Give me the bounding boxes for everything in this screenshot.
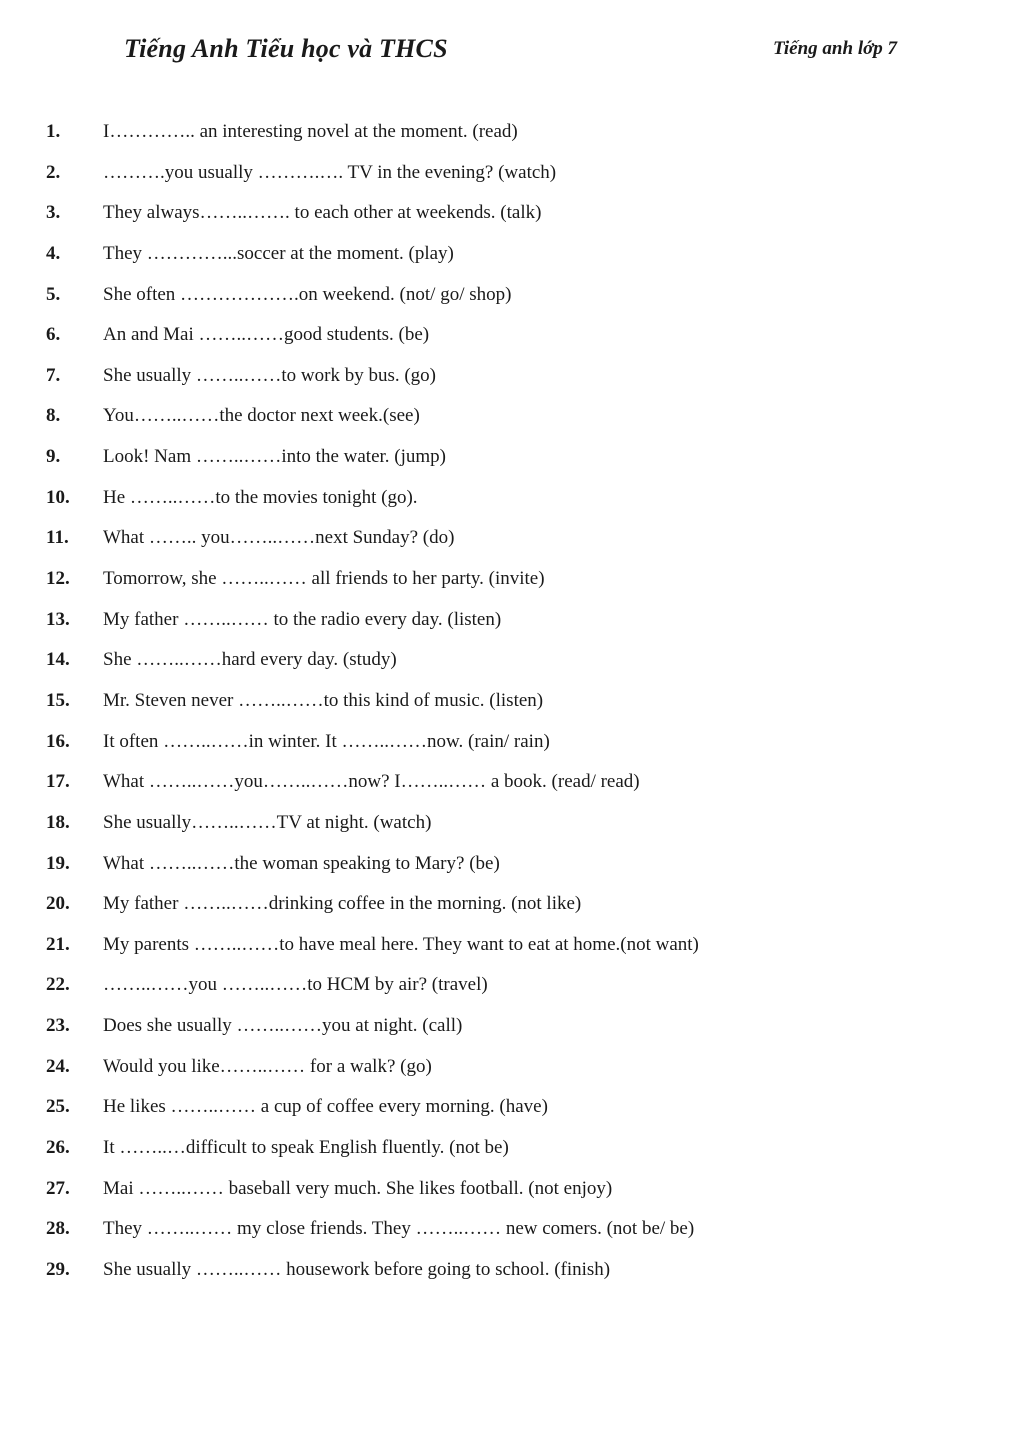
exercise-item [0, 1087, 1024, 1128]
exercise-sentence: It often ……..……in winter. It ……..……now. (rain/ rain) [103, 730, 550, 752]
exercise-sentence: Tomorrow, she ……..…… all friends to her party. (invite) [103, 568, 545, 590]
exercise-item [0, 762, 1024, 803]
exercise-item [0, 234, 1024, 275]
exercise-number: 29. [46, 1258, 70, 1280]
exercise-number: 24. [46, 1055, 70, 1077]
exercise-item [0, 1128, 1024, 1169]
exercise-number: 12. [46, 568, 70, 590]
exercise-sentence: You……..……the doctor next week.(see) [103, 405, 420, 427]
exercise-number: 28. [46, 1218, 70, 1240]
exercise-item [0, 1006, 1024, 1047]
exercise-number: 2. [46, 161, 61, 183]
exercise-number: 21. [46, 933, 70, 955]
exercise-item [0, 1250, 1024, 1291]
exercise-number: 16. [46, 730, 70, 752]
exercise-number: 5. [46, 283, 61, 305]
exercise-number: 4. [46, 242, 61, 264]
exercise-sentence: Mai ……..…… baseball very much. She likes football. (not enjoy) [103, 1177, 613, 1199]
exercise-item [0, 1209, 1024, 1250]
exercise-item [0, 153, 1024, 194]
exercise-number: 25. [46, 1096, 70, 1118]
exercise-number: 14. [46, 649, 70, 671]
exercise-item [0, 844, 1024, 885]
exercise-item [0, 356, 1024, 397]
exercise-sentence: My father ……..…… to the radio every day. (listen) [103, 608, 502, 630]
exercise-number: 9. [46, 446, 61, 468]
exercise-item [0, 518, 1024, 559]
exercise-number: 8. [46, 405, 61, 427]
exercise-number: 17. [46, 771, 70, 793]
exercise-item [0, 193, 1024, 234]
exercise-item [0, 478, 1024, 519]
exercise-number: 15. [46, 689, 70, 711]
exercise-sentence: They always……..……. to each other at weekends. (talk) [103, 202, 542, 224]
exercise-item [0, 1169, 1024, 1210]
exercise-number: 19. [46, 852, 70, 874]
exercise-sentence: An and Mai ……..……good students. (be) [103, 324, 430, 346]
exercise-item [0, 275, 1024, 316]
exercise-item [0, 600, 1024, 641]
exercise-list [0, 112, 1024, 1291]
exercise-sentence: Look! Nam ……..……into the water. (jump) [103, 446, 446, 468]
exercise-sentence: My parents ……..……to have meal here. They want to eat at home.(not want) [103, 933, 699, 955]
exercise-sentence: She usually ……..…… housework before going to school. (finish) [103, 1258, 611, 1280]
exercise-sentence: What ……..……you……..……now? I……..…… a book. (read/ read) [103, 771, 640, 793]
exercise-item [0, 640, 1024, 681]
exercise-item [0, 681, 1024, 722]
exercise-sentence: It ……..…difficult to speak English fluently. (not be) [103, 1137, 509, 1159]
exercise-sentence: She often ……………….on weekend. (not/ go/ shop) [103, 283, 512, 305]
exercise-number: 18. [46, 811, 70, 833]
exercise-sentence: They ……..…… my close friends. They ……..…… new comers. (not be/ be) [103, 1218, 695, 1240]
exercise-sentence: He likes ……..…… a cup of coffee every morning. (have) [103, 1096, 548, 1118]
exercise-item [0, 925, 1024, 966]
exercise-item [0, 112, 1024, 153]
exercise-sentence: She usually……..……TV at night. (watch) [103, 811, 432, 833]
exercise-item [0, 559, 1024, 600]
exercise-sentence: He ……..……to the movies tonight (go). [103, 486, 418, 508]
exercise-number: 23. [46, 1015, 70, 1037]
exercise-sentence: They …………...soccer at the moment. (play) [103, 242, 454, 264]
exercise-number: 13. [46, 608, 70, 630]
exercise-number: 3. [46, 202, 61, 224]
exercise-sentence: What …….. you……..……next Sunday? (do) [103, 527, 455, 549]
exercise-sentence: Does she usually ……..……you at night. (call) [103, 1015, 463, 1037]
exercise-sentence: ……….you usually ……….…. TV in the evening? (watch) [103, 161, 557, 183]
exercise-number: 22. [46, 974, 70, 996]
exercise-number: 1. [46, 121, 61, 142]
page-subtitle: Tiếng anh lớp 7 [773, 38, 898, 59]
exercise-item [0, 437, 1024, 478]
exercise-item [0, 722, 1024, 763]
exercise-number: 27. [46, 1177, 70, 1199]
exercise-item [0, 1047, 1024, 1088]
exercise-sentence: She ……..……hard every day. (study) [103, 649, 397, 671]
exercise-item [0, 803, 1024, 844]
exercise-sentence: Mr. Steven never ……..……to this kind of music. (listen) [103, 689, 544, 711]
exercise-sentence: What ……..……the woman speaking to Mary? (be) [103, 852, 500, 874]
exercise-item [0, 965, 1024, 1006]
exercise-sentence: ……..……you ……..……to HCM by air? (travel) [103, 974, 488, 996]
exercise-number: 10. [46, 486, 70, 508]
exercise-item [0, 396, 1024, 437]
exercise-number: 7. [46, 364, 61, 386]
exercise-number: 26. [46, 1137, 70, 1159]
exercise-sentence: She usually ……..……to work by bus. (go) [103, 364, 437, 386]
exercise-sentence: I………….. an interesting novel at the moment. (read) [103, 121, 518, 142]
exercise-item [0, 315, 1024, 356]
exercise-number: 20. [46, 893, 70, 915]
exercise-number: 6. [46, 324, 61, 346]
exercise-sentence: My father ……..……drinking coffee in the morning. (not like) [103, 893, 582, 915]
exercise-number: 11. [46, 527, 69, 549]
exercise-item [0, 884, 1024, 925]
page-title: Tiếng Anh Tiểu học và THCS [124, 34, 448, 63]
exercise-sentence: Would you like……..…… for a walk? (go) [103, 1055, 432, 1077]
